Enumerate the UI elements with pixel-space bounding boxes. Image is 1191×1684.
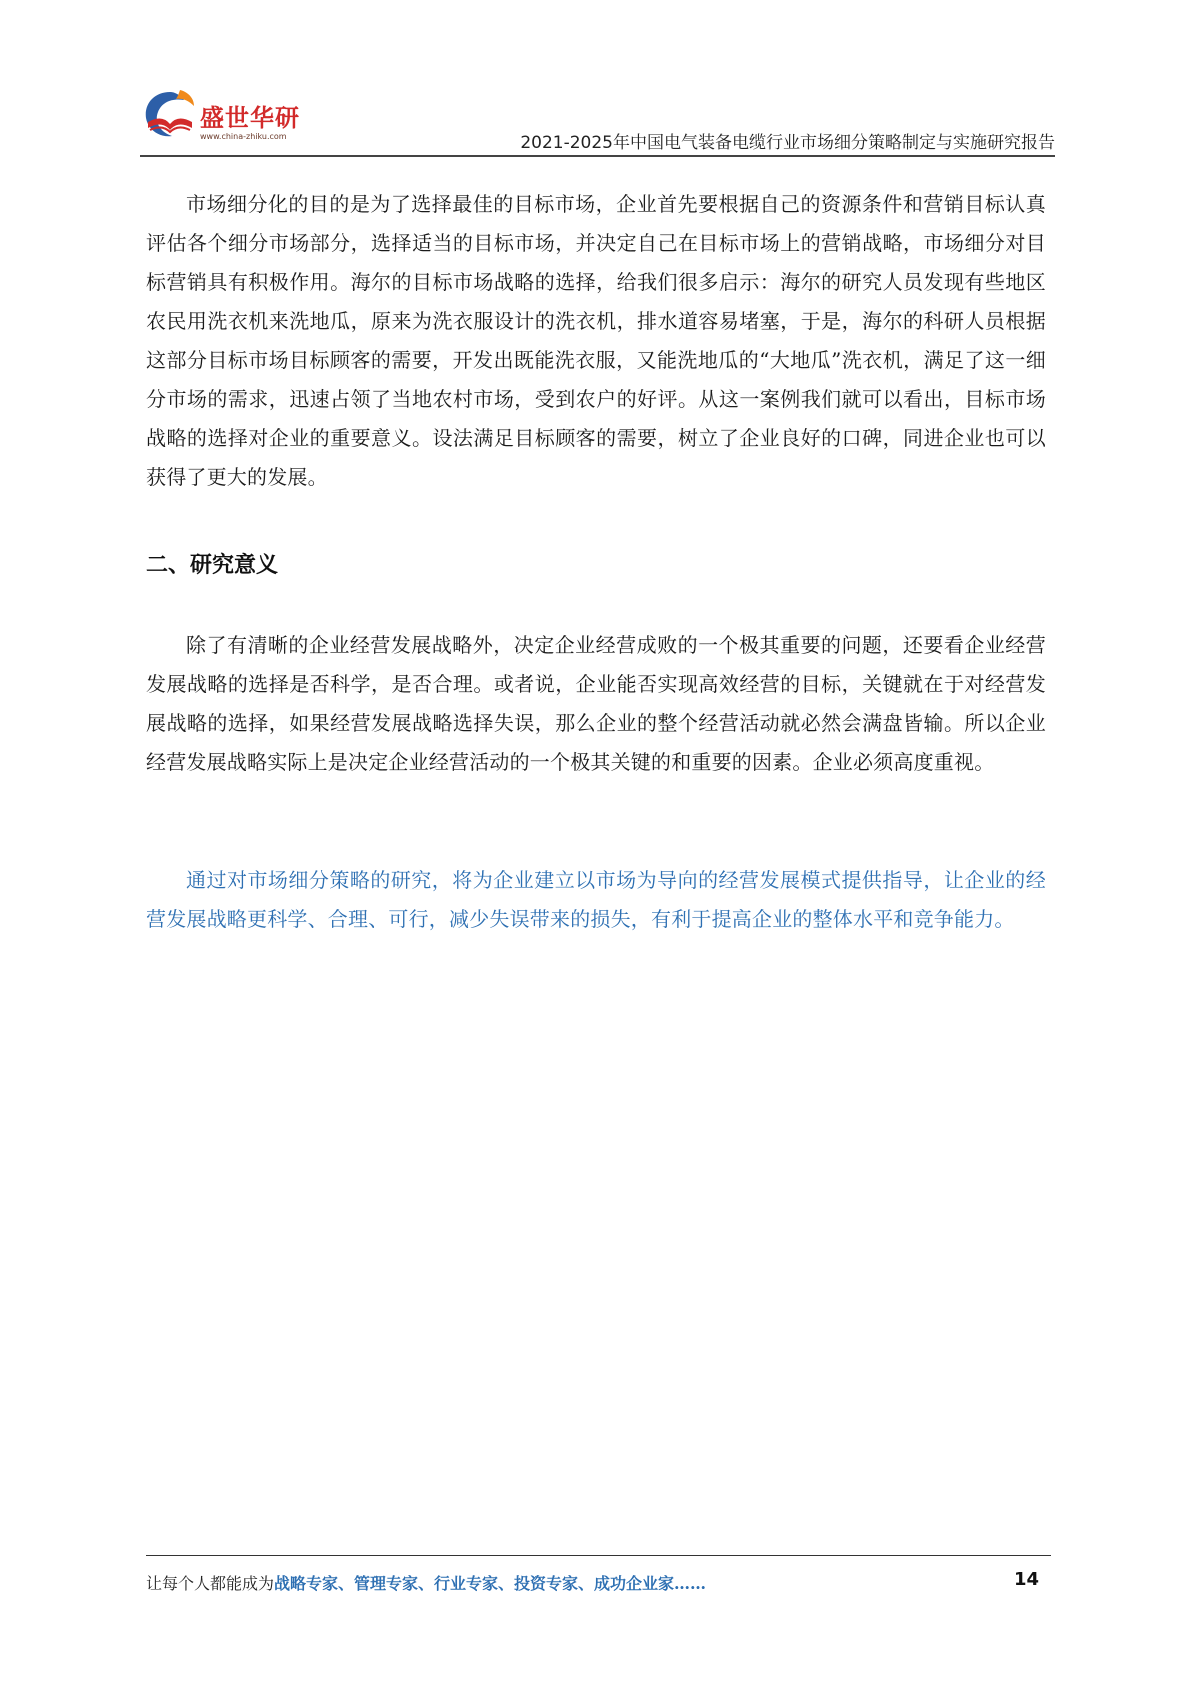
logo-url: www.china-zhiku.com [200,132,287,141]
header-divider [140,155,1055,157]
body-section-2 [146,626,1046,782]
page-header [140,82,1055,160]
body-section-1 [146,185,1046,497]
page-footer [146,1555,1051,1615]
report-title: 2021-2025年中国电气装备电缆行业市场细分策略制定与实施研究报告 [520,133,1055,153]
slogan-highlight: 战略专家、管理专家、行业专家、投资专家、成功企业家…… [274,1574,707,1593]
paragraph-market-segmentation: 市场细分化的目的是为了选择最佳的目标市场，企业首先要根据自己的资源条件和营销目标认真评估各个细分市场部分，选择适当的目标市场，并决定自己在目标市场上的营销战略，市场细分对目标营销具有积极作用。海尔的目标市场战略的选择，给我们很多启示：海尔的研究人员发现有些地区农民用洗衣机来洗地瓜，原来为洗衣服设计的洗衣机，排水道容易堵塞，于是，海尔的科研人员根据这部分目标市场目标顾客的需要，开发出既能洗衣服，又能洗地瓜的“大地瓜”洗衣机，满足了这一细分市场的需求，迅速占领了当地农村市场，受到农户的好评。从这一案例我们就可以看出，目标市场战略的选择对企业的重要意义。设法满足目标顾客的需要，树立了企业良好的口碑，同进企业也可以获得了更大的发展。 [146,192,1046,489]
logo-name: 盛世华研 [200,104,300,132]
footer-divider [146,1555,1051,1556]
company-logo [140,82,310,146]
logo-emblem-icon [140,86,200,142]
footer-slogan [146,1571,706,1594]
page-number: 14 [1013,1569,1039,1590]
paragraph-research-purpose: 通过对市场细分策略的研究，将为企业建立以市场为导向的经营发展模式提供指导，让企业的经营发展战略更科学、合理、可行，减少失误带来的损失，有利于提高企业的整体水平和竞争能力。 [146,868,1046,931]
paragraph-research-significance: 除了有清晰的企业经营发展战略外，决定企业经营成败的一个极其重要的问题，还要看企业经营发展战略的选择是否科学，是否合理。或者说，企业能否实现高效经营的目标，关键就在于对经营发展战略的选择，如果经营发展战略选择失误，那么企业的整个经营活动就必然会满盘皆输。所以企业经营发展战略实际上是决定企业经营活动的一个极其关键的和重要的因素。企业必须高度重视。 [146,633,1046,774]
body-section-3 [146,861,1046,939]
section-heading: 二、研究意义 [146,553,279,578]
slogan-prefix: 让每个人都能成为 [146,1574,275,1593]
